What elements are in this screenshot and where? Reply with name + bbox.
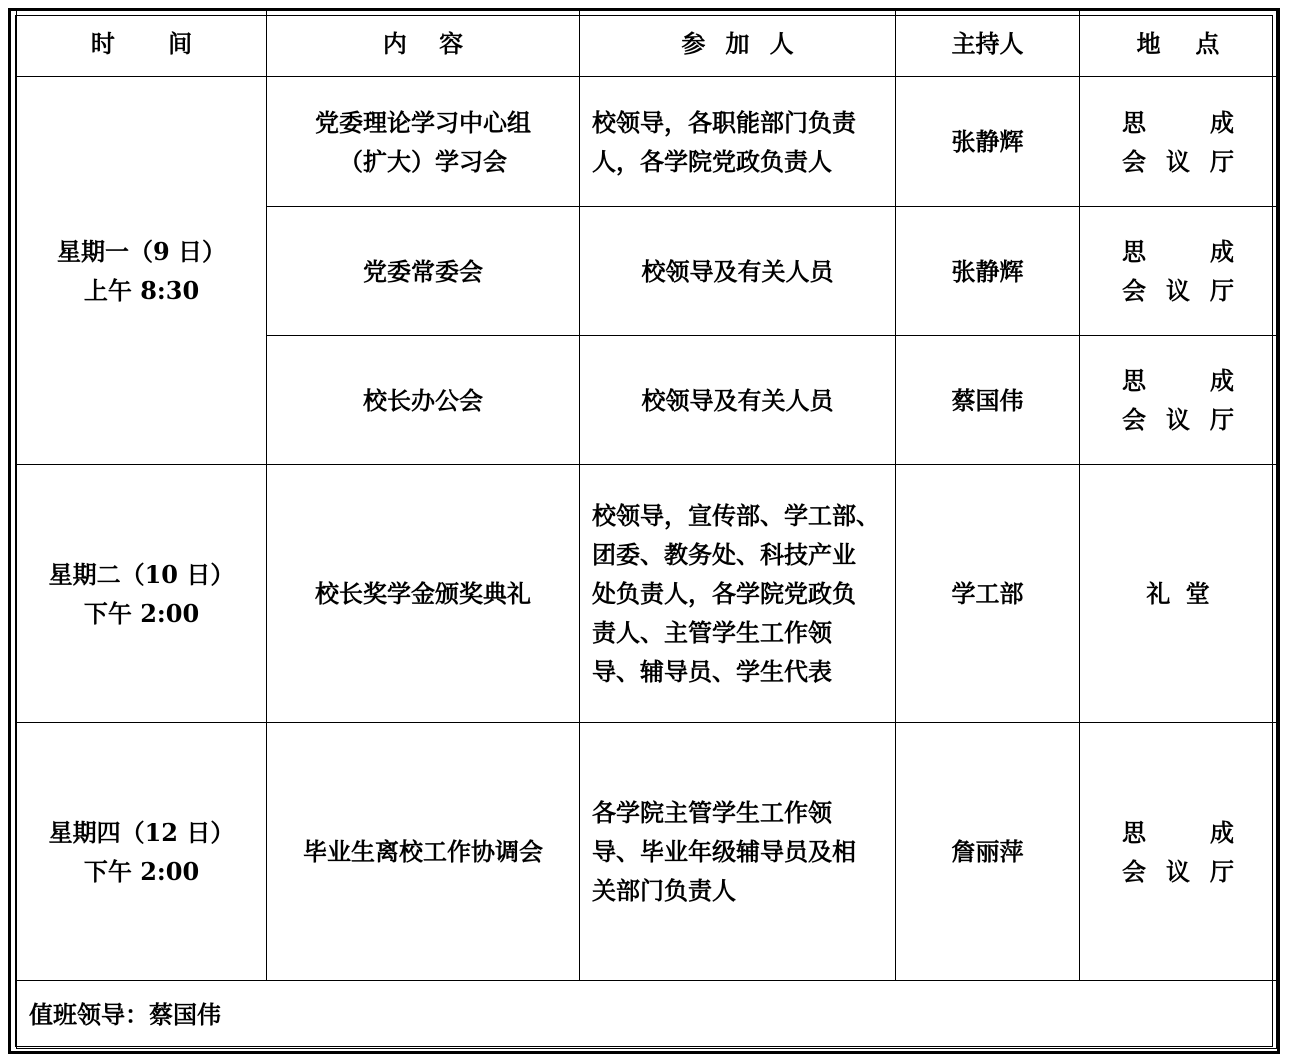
content-line: 党委理论学习中心组 <box>315 107 531 137</box>
location-char: 礼 <box>1146 579 1171 608</box>
footer-row <box>17 981 1277 1049</box>
host-cell <box>896 336 1080 465</box>
participants-line: 校领导及有关人员 <box>641 385 834 415</box>
content-line: 毕业生离校工作协调会 <box>303 837 543 866</box>
table-row <box>17 723 1277 981</box>
location-char: 会 <box>1122 856 1146 886</box>
location-char: 成 <box>1210 817 1234 847</box>
content-cell <box>267 465 580 723</box>
location-char: 会 <box>1122 146 1146 176</box>
location-char: 成 <box>1210 107 1234 137</box>
schedule-table <box>16 9 1277 1049</box>
content-cell <box>267 77 580 207</box>
header-content <box>267 10 580 77</box>
location-char: 厅 <box>1210 276 1234 305</box>
header-location-char: 点 <box>1195 28 1220 58</box>
location-cell <box>1080 465 1277 723</box>
host-name: 张静辉 <box>951 127 1024 156</box>
content-cell <box>267 723 580 981</box>
participants-line: 校领导及有关人员 <box>641 256 834 286</box>
header-host-label: 主持人 <box>951 28 1024 58</box>
day-label: 星期四（12 日） <box>48 817 235 847</box>
location-char: 成 <box>1210 366 1234 395</box>
participants-cell <box>580 207 896 336</box>
participants-cell <box>580 77 896 207</box>
content-line: 校长办公会 <box>363 385 483 415</box>
location-cell <box>1080 723 1277 981</box>
header-content-char: 容 <box>439 28 464 58</box>
participants-line: 关部门负责人 <box>592 876 736 905</box>
participants-line: 团委、教务处、科技产业 <box>592 540 856 569</box>
participants-cell <box>580 465 896 723</box>
location-cell <box>1080 336 1277 465</box>
participants-line: 校领导，各职能部门负责 <box>592 107 856 137</box>
participants-line: 导、毕业年级辅导员及相 <box>592 837 856 866</box>
header-location-char: 地 <box>1136 28 1161 58</box>
participants-line: 人，各学院党政负责人 <box>592 146 832 176</box>
time-label: 上午 8:30 <box>83 275 200 305</box>
header-participants-char: 参 <box>681 28 706 58</box>
header-content-char: 内 <box>382 28 407 58</box>
host-name: 蔡国伟 <box>951 385 1024 415</box>
day-label: 星期一（9 日） <box>56 236 227 266</box>
duty-leader-name: 蔡国伟 <box>149 1000 221 1029</box>
day-cell-mon <box>17 77 267 465</box>
participants-line: 导、辅导员、学生代表 <box>592 657 832 686</box>
host-name: 张静辉 <box>951 256 1024 286</box>
participants-line: 责人、主管学生工作领 <box>592 618 832 647</box>
host-cell <box>896 77 1080 207</box>
location-char: 思 <box>1122 237 1146 266</box>
location-char: 议 <box>1166 405 1190 434</box>
time-label: 下午 2:00 <box>83 856 200 886</box>
location-char: 堂 <box>1185 579 1210 608</box>
participants-line: 校领导，宣传部、学工部、 <box>592 501 880 530</box>
participants-line: 各学院主管学生工作领 <box>592 798 832 827</box>
header-participants-char: 人 <box>769 28 794 58</box>
location-char: 厅 <box>1210 146 1234 176</box>
table-row <box>17 77 1277 207</box>
header-location <box>1080 10 1277 77</box>
host-name: 学工部 <box>951 579 1024 608</box>
content-cell <box>267 336 580 465</box>
duty-leader-label: 值班领导： <box>29 1000 149 1029</box>
day-label: 星期二（10 日） <box>48 559 235 589</box>
location-cell <box>1080 77 1277 207</box>
header-time-char: 间 <box>168 28 193 58</box>
header-participants <box>580 10 896 77</box>
participants-line: 处负责人，各学院党政负 <box>592 579 856 608</box>
location-char: 会 <box>1122 276 1146 305</box>
host-cell <box>896 207 1080 336</box>
participants-cell <box>580 723 896 981</box>
time-label: 下午 2:00 <box>83 598 200 628</box>
location-char: 议 <box>1166 276 1190 305</box>
location-char: 思 <box>1122 817 1146 847</box>
location-char: 议 <box>1166 146 1190 176</box>
table-row <box>17 465 1277 723</box>
header-participants-char: 加 <box>725 28 750 58</box>
content-cell <box>267 207 580 336</box>
host-name: 詹丽萍 <box>951 837 1024 866</box>
location-char: 成 <box>1210 237 1234 266</box>
day-cell-tue <box>17 465 267 723</box>
header-time-char: 时 <box>90 28 115 58</box>
location-cell <box>1080 207 1277 336</box>
participants-cell <box>580 336 896 465</box>
content-line: 校长奖学金颁奖典礼 <box>315 579 531 608</box>
location-char: 思 <box>1122 366 1146 395</box>
location-char: 厅 <box>1210 405 1234 434</box>
host-cell <box>896 465 1080 723</box>
content-line: （扩大）学习会 <box>339 146 507 176</box>
location-char: 议 <box>1166 856 1190 886</box>
header-host <box>896 10 1080 77</box>
location-char: 会 <box>1122 405 1146 434</box>
content-line: 党委常委会 <box>363 256 483 286</box>
host-cell <box>896 723 1080 981</box>
location-char: 厅 <box>1210 856 1234 886</box>
day-cell-thu <box>17 723 267 981</box>
location-char: 思 <box>1122 107 1146 137</box>
duty-leader-cell <box>17 981 1277 1049</box>
header-time <box>17 10 267 77</box>
header-row <box>17 10 1277 77</box>
